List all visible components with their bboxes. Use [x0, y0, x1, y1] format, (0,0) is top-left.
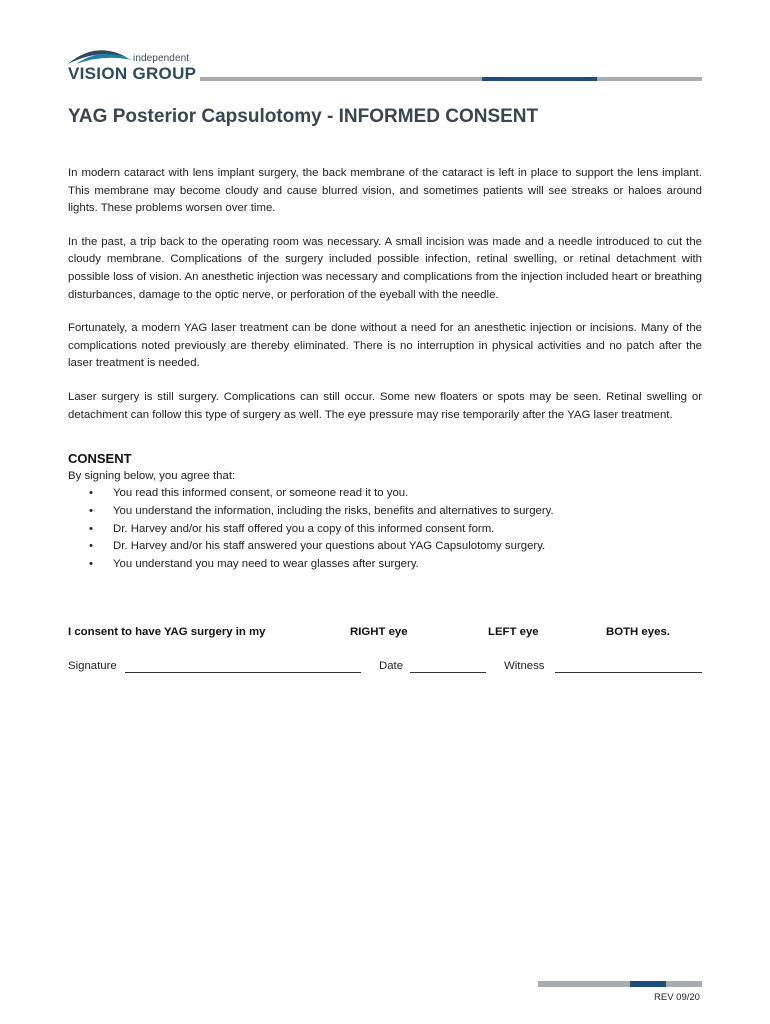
logo [66, 44, 198, 86]
revision-label: REV 09/20 [654, 992, 700, 1003]
eye-choice-row [68, 626, 702, 644]
signature-row [68, 660, 702, 678]
left-eye-option[interactable]: LEFT eye [488, 626, 539, 638]
consent-statement: I consent to have YAG surgery in my [68, 626, 266, 638]
footer-rule [538, 981, 702, 987]
paragraph-3: Fortunately, a modern YAG laser treatment can be done without a need for an anesthetic injection or incisions. Many of the complications noted previously are thereby eliminated. There is no interruption in physical activities and no patch after the laser treatment is needed. [68, 322, 702, 370]
right-eye-option[interactable]: RIGHT eye [350, 626, 408, 638]
witness-label: Witness [504, 660, 545, 672]
page-title: YAG Posterior Capsulotomy - INFORMED CONSENT [68, 106, 539, 127]
date-label: Date [379, 660, 404, 672]
paragraph-4: Laser surgery is still surgery. Complications can still occur. Some new floaters or spots may be seen. Retinal swelling or detachment can follow this type of surgery as well. The eye pressure may rise temporarily after the YAG laser treatment. [68, 390, 702, 421]
consent-intro: By signing below, you agree that: [68, 469, 236, 482]
consent-bullet: • You understand you may need to wear glasses after surgery. [113, 556, 702, 574]
consent-bullet: • Dr. Harvey and/or his staff offered you a copy of this informed consent form. [113, 521, 702, 539]
signature-label: Signature [68, 660, 117, 672]
logo-big-text: VISION GROUP [68, 64, 197, 83]
paragraph-2: In the past, a trip back to the operating room was necessary. A small incision was made and a needle introduced to cut the cloudy membrane. Complications of the surgery included possible infection, retinal swelling, or retinal detachment with possible loss of vision. An anesthetic injection was necessary and complications from the injection included heart or breathing disturbances, damage to the optic nerve, or perforation of the eyeball with the needle. [68, 235, 702, 301]
both-eyes-option[interactable]: BOTH eyes. [606, 626, 670, 638]
logo-arc-icon [66, 44, 136, 66]
header-rule-accent [482, 77, 597, 81]
paragraph-1: In modern cataract with lens implant surgery, the back membrane of the cataract is left in place to support the lens implant. This membrane may become cloudy and cause blurred vision, and sometimes patients will see streaks or haloes around lights. These problems worsen over time. [68, 167, 702, 215]
header-rule [200, 77, 702, 81]
footer-rule-accent [630, 981, 666, 987]
logo-small-text: independent [133, 53, 190, 64]
consent-bullet: • You read this informed consent, or someone read it to you. [113, 485, 702, 503]
consent-bullet: • You understand the information, including the risks, benefits and alternatives to surgery. [113, 503, 702, 521]
consent-bullet: • Dr. Harvey and/or his staff answered your questions about YAG Capsulotomy surgery. [113, 538, 702, 556]
consent-bullet-list [68, 485, 702, 573]
consent-heading: CONSENT [68, 451, 132, 467]
document-body [68, 165, 702, 573]
